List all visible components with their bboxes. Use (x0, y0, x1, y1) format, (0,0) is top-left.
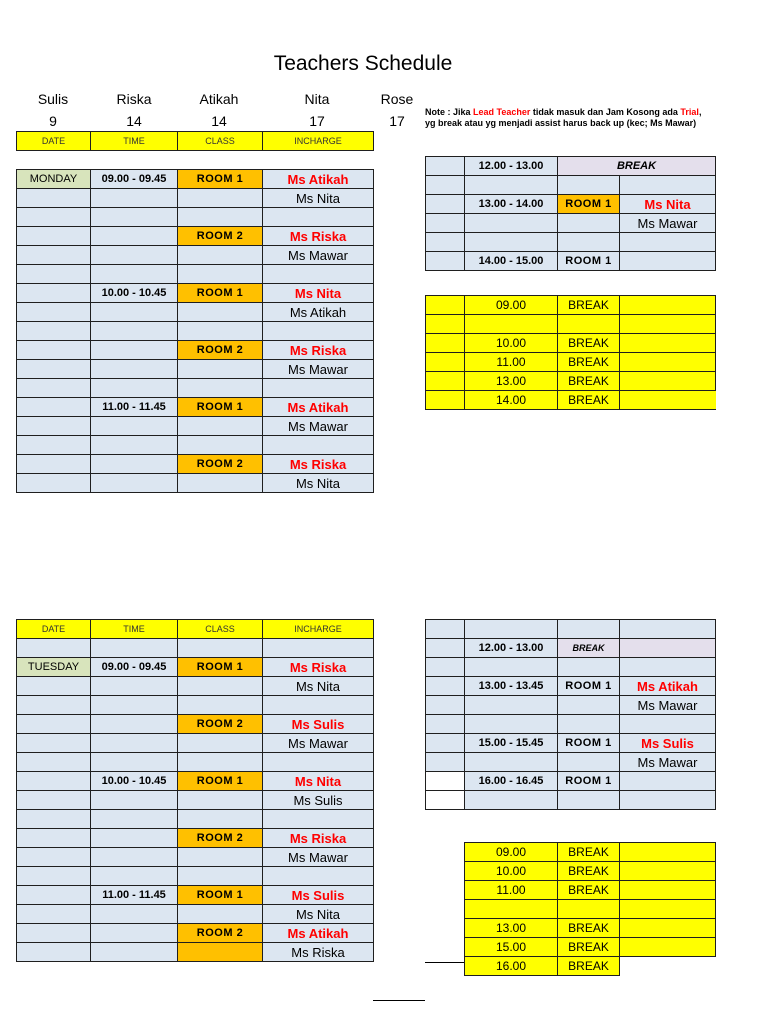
class-cell: ROOM 2 (178, 715, 263, 734)
break-label: BREAK (558, 919, 620, 938)
header-date: DATE (17, 620, 91, 639)
schedule-note (425, 107, 745, 129)
incharge-cell: Ms Mawar (263, 246, 374, 265)
incharge-cell: Ms Riska (263, 943, 374, 962)
time-cell: 15.00 - 15.45 (465, 734, 558, 753)
break-time: 10.00 (465, 334, 558, 353)
table-row (17, 341, 374, 360)
incharge-cell: Ms Nita (263, 474, 374, 493)
table-row (426, 639, 716, 658)
break-label: BREAK (558, 391, 620, 410)
table-row (426, 772, 716, 791)
table-row (17, 189, 374, 208)
table-row (465, 938, 716, 957)
table-row (17, 772, 374, 791)
table-row (465, 862, 716, 881)
table-row (426, 315, 716, 334)
table-row (426, 214, 716, 233)
table-row (17, 734, 374, 753)
table-row (17, 658, 374, 677)
class-cell: ROOM 1 (178, 658, 263, 677)
time-cell: 14.00 - 15.00 (465, 252, 558, 271)
incharge-cell: Ms Atikah (263, 303, 374, 322)
table-row (17, 417, 374, 436)
class-cell: ROOM 1 (178, 284, 263, 303)
day-cell: TUESDAY (17, 658, 91, 677)
note-text: yg break atau yg menjadi assist harus back up (kec; Ms Mawar) (425, 118, 697, 128)
table-row (426, 176, 716, 195)
incharge-cell: Ms Atikah (263, 170, 374, 189)
monday-schedule-table (16, 131, 374, 493)
class-cell: ROOM 1 (558, 195, 620, 214)
time-cell: 09.00 - 09.45 (91, 170, 178, 189)
note-trial: Trial (680, 107, 699, 117)
incharge-cell: Ms Atikah (263, 924, 374, 943)
page-title: Teachers Schedule (273, 52, 453, 75)
teacher-count: 17 (309, 113, 325, 129)
incharge-cell: Ms Mawar (620, 214, 716, 233)
table-row (17, 322, 374, 341)
incharge-cell: Ms Riska (263, 341, 374, 360)
monday-break-table (425, 295, 716, 410)
break-cell: BREAK (558, 639, 620, 658)
table-header-row (17, 620, 374, 639)
table-row (426, 658, 716, 677)
table-row (426, 391, 716, 410)
incharge-cell: Ms Riska (263, 455, 374, 474)
incharge-cell: Ms Sulis (263, 886, 374, 905)
break-label: BREAK (558, 296, 620, 315)
class-cell: ROOM 1 (558, 772, 620, 791)
table-row (17, 360, 374, 379)
table-row (426, 195, 716, 214)
time-cell: 11.00 - 11.45 (91, 886, 178, 905)
time-cell: 10.00 - 10.45 (91, 284, 178, 303)
class-cell: ROOM 1 (558, 734, 620, 753)
table-row (426, 372, 716, 391)
incharge-cell: Ms Riska (263, 829, 374, 848)
teacher-name: Atikah (199, 91, 239, 107)
break-time: 13.00 (465, 919, 558, 938)
break-label: BREAK (558, 881, 620, 900)
break-time: 11.00 (465, 353, 558, 372)
table-row (17, 455, 374, 474)
incharge-cell: Ms Mawar (263, 848, 374, 867)
teacher-count: 9 (49, 113, 57, 129)
table-row (426, 677, 716, 696)
table-row (17, 639, 374, 658)
table-row (17, 905, 374, 924)
table-row (465, 843, 716, 862)
incharge-cell: Ms Mawar (263, 360, 374, 379)
break-time: 13.00 (465, 372, 558, 391)
class-cell: ROOM 1 (178, 772, 263, 791)
table-header-row (17, 132, 374, 151)
table-row (465, 919, 716, 938)
table-row (17, 924, 374, 943)
table-row (426, 791, 716, 810)
incharge-cell: Ms Nita (263, 189, 374, 208)
incharge-cell: Ms Sulis (620, 734, 716, 753)
header-class: CLASS (178, 132, 263, 151)
class-cell: ROOM 1 (178, 398, 263, 417)
header-date: DATE (17, 132, 91, 151)
break-label: BREAK (558, 372, 620, 391)
table-row (426, 233, 716, 252)
monday-afternoon-table (425, 156, 716, 271)
table-row (465, 957, 716, 976)
incharge-cell: Ms Riska (263, 658, 374, 677)
incharge-cell: Ms Riska (263, 227, 374, 246)
break-label: BREAK (558, 843, 620, 862)
break-label: BREAK (558, 862, 620, 881)
class-cell: ROOM 2 (178, 829, 263, 848)
table-row (426, 620, 716, 639)
table-row (465, 900, 716, 919)
teacher-name: Nita (304, 91, 330, 107)
header-incharge: INCHARGE (263, 132, 374, 151)
incharge-cell: Ms Mawar (620, 753, 716, 772)
class-cell: ROOM 2 (178, 924, 263, 943)
table-row (17, 943, 374, 962)
table-row (426, 715, 716, 734)
time-cell: 16.00 - 16.45 (465, 772, 558, 791)
table-row (17, 474, 374, 493)
table-row (17, 886, 374, 905)
table-row (17, 227, 374, 246)
class-cell: ROOM 2 (178, 227, 263, 246)
note-text: Note : Jika (425, 107, 474, 117)
time-cell: 12.00 - 13.00 (465, 157, 558, 176)
class-cell: ROOM 2 (178, 341, 263, 360)
table-row (17, 696, 374, 715)
table-row (465, 881, 716, 900)
time-cell: 11.00 - 11.45 (91, 398, 178, 417)
table-row (426, 157, 716, 176)
tuesday-schedule-table (16, 619, 374, 962)
header-time: TIME (91, 620, 178, 639)
table-row (426, 734, 716, 753)
break-time: 09.00 (465, 843, 558, 862)
table-row (17, 791, 374, 810)
note-text: tidak masuk dan Jam Kosong ada (530, 107, 681, 117)
incharge-cell: Ms Nita (263, 677, 374, 696)
class-cell: ROOM 1 (178, 170, 263, 189)
note-lead-teacher: Lead Teacher (473, 107, 531, 117)
table-row (17, 848, 374, 867)
header-time: TIME (91, 132, 178, 151)
time-cell: 12.00 - 13.00 (465, 639, 558, 658)
divider-line (425, 962, 464, 963)
break-cell: BREAK (558, 157, 716, 176)
break-label: BREAK (558, 334, 620, 353)
class-cell: ROOM 1 (558, 677, 620, 696)
table-row (17, 265, 374, 284)
table-row (17, 715, 374, 734)
table-row (426, 296, 716, 315)
day-cell: MONDAY (17, 170, 91, 189)
break-time: 14.00 (465, 391, 558, 410)
incharge-cell: Ms Nita (263, 284, 374, 303)
table-row (17, 810, 374, 829)
incharge-cell: Ms Nita (620, 195, 716, 214)
time-cell: 10.00 - 10.45 (91, 772, 178, 791)
incharge-cell: Ms Mawar (263, 734, 374, 753)
time-cell: 13.00 - 13.45 (465, 677, 558, 696)
teacher-name: Rose (380, 91, 414, 107)
incharge-cell: Ms Sulis (263, 791, 374, 810)
table-row (426, 334, 716, 353)
table-row (17, 303, 374, 322)
incharge-cell: Ms Sulis (263, 715, 374, 734)
break-label: BREAK (558, 938, 620, 957)
table-row (17, 867, 374, 886)
table-row (17, 246, 374, 265)
table-row (426, 252, 716, 271)
incharge-cell: Ms Nita (263, 905, 374, 924)
teacher-count: 14 (126, 113, 142, 129)
table-row (426, 353, 716, 372)
spacer-row (17, 151, 374, 170)
class-cell: ROOM 1 (178, 886, 263, 905)
header-incharge: INCHARGE (263, 620, 374, 639)
divider-line (373, 1000, 425, 1001)
table-row (17, 170, 374, 189)
time-cell: 09.00 - 09.45 (91, 658, 178, 677)
break-time: 11.00 (465, 881, 558, 900)
table-row (17, 753, 374, 772)
table-row (17, 436, 374, 455)
teacher-name: Riska (116, 91, 152, 107)
tuesday-break-table (464, 842, 716, 976)
table-row (17, 208, 374, 227)
header-class: CLASS (178, 620, 263, 639)
table-row (17, 284, 374, 303)
table-row (426, 696, 716, 715)
table-row (17, 677, 374, 696)
break-time: 10.00 (465, 862, 558, 881)
table-row (17, 379, 374, 398)
class-cell: ROOM 1 (558, 252, 620, 271)
incharge-cell: Ms Nita (263, 772, 374, 791)
incharge-cell: Ms Atikah (263, 398, 374, 417)
incharge-cell: Ms Mawar (620, 696, 716, 715)
tuesday-afternoon-table (425, 619, 716, 810)
incharge-cell: Ms Atikah (620, 677, 716, 696)
table-row (17, 829, 374, 848)
teacher-count: 17 (389, 113, 405, 129)
incharge-cell: Ms Mawar (263, 417, 374, 436)
time-cell: 13.00 - 14.00 (465, 195, 558, 214)
table-row (426, 753, 716, 772)
note-text: , (698, 107, 702, 117)
break-label: BREAK (558, 957, 620, 976)
table-row (17, 398, 374, 417)
break-time: 09.00 (465, 296, 558, 315)
class-cell: ROOM 2 (178, 455, 263, 474)
break-label: BREAK (558, 353, 620, 372)
break-time: 15.00 (465, 938, 558, 957)
teacher-count: 14 (211, 113, 227, 129)
break-time: 16.00 (465, 957, 558, 976)
teacher-name: Sulis (37, 91, 69, 107)
